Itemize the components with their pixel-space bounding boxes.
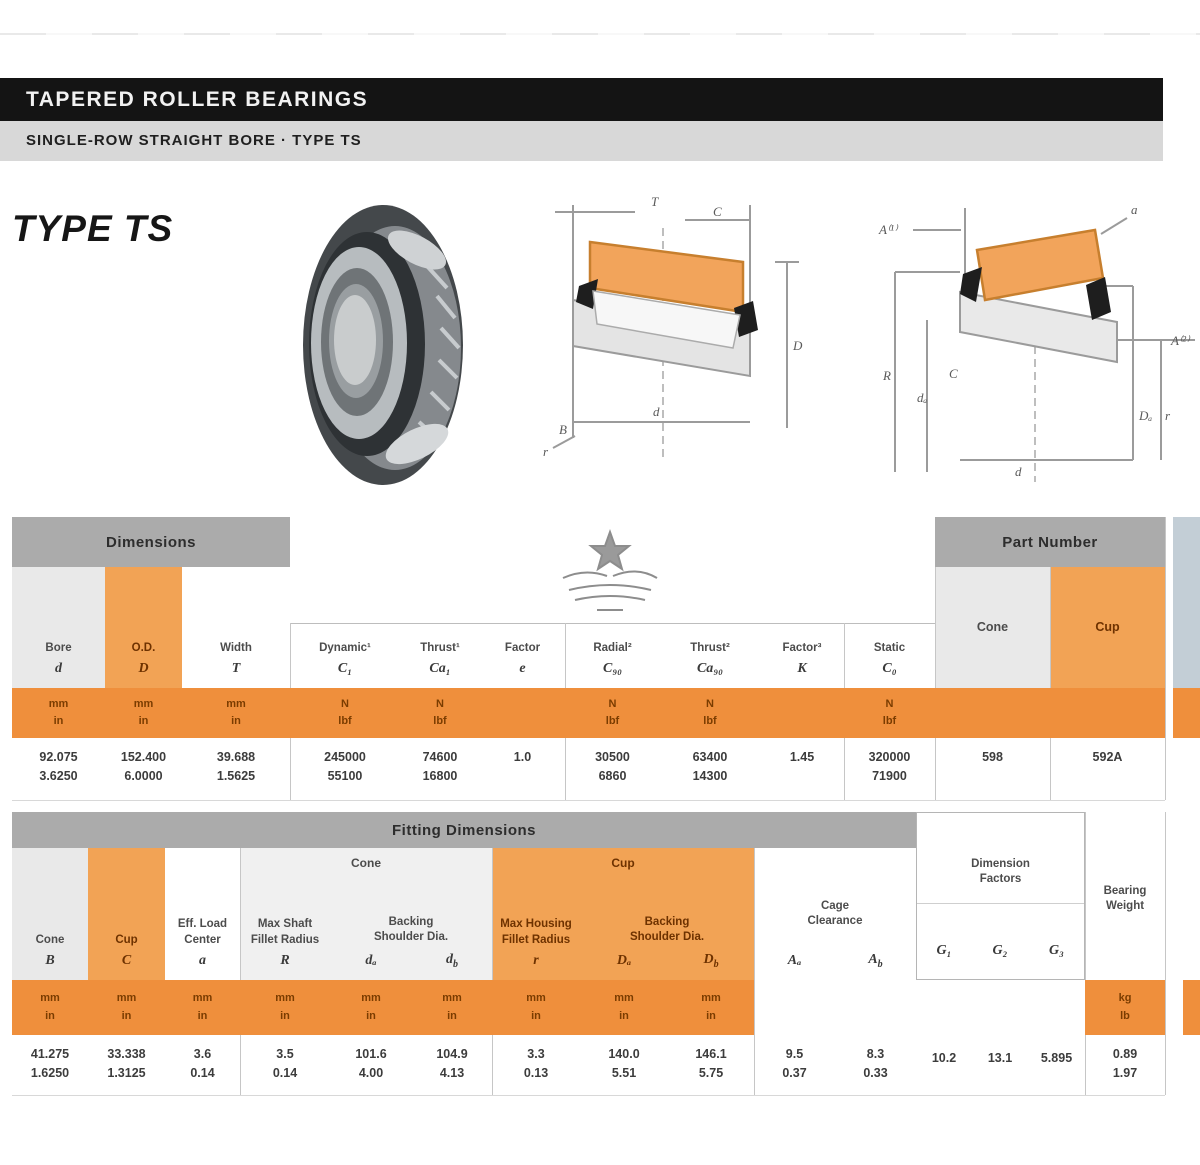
t2-col-header-G3: G₃ [1049, 943, 1064, 959]
t2-col-header-shaft-radius: Max Shaft Fillet Radius R [250, 918, 320, 969]
bearing-photo [295, 200, 475, 490]
unit-ca1: N lbf [433, 697, 447, 727]
dim-label-T: T [651, 194, 659, 209]
t2-cup-group-label: Cup [611, 856, 635, 870]
value-c0: 320000 71900 [868, 750, 911, 784]
page-subtitle: SINGLE-ROW STRAIGHT BORE · TYPE TS [26, 132, 362, 149]
value-Aa: 9.5 0.37 [782, 1047, 807, 1081]
unit-Da: mm in [614, 992, 634, 1022]
value-weight: 0.89 1.97 [1112, 1047, 1138, 1081]
page-title: TAPERED ROLLER BEARINGS [26, 88, 369, 111]
units-band-cutoff1 [1173, 688, 1200, 738]
col-header-c90: Radial² C₉₀ [593, 641, 632, 677]
unit-R: mm in [275, 992, 295, 1022]
t2-col-header-a: Eff. Load Center a [177, 918, 228, 969]
t2-weight-label: Bearing Weight [1103, 884, 1147, 913]
col-header-ca1: Thrust¹ Ca₁ [420, 641, 460, 677]
col-header-width: Width T [220, 641, 252, 677]
dim-label-B: B [559, 422, 567, 437]
value-G2: 13.1 [987, 1051, 1013, 1065]
t2-backing-label-cup: Backing Shoulder Dia. [629, 915, 705, 944]
value-B: 41.275 1.6250 [30, 1047, 70, 1081]
value-G3: 5.895 [1040, 1051, 1073, 1065]
value-Ab: 8.3 0.33 [863, 1047, 888, 1081]
dim-label-r2: r [1165, 408, 1171, 423]
value-od: 152.400 6.0000 [120, 750, 167, 784]
page-title-bar [0, 78, 1163, 121]
section-drawing-right [865, 190, 1200, 490]
unit-width: mm in [226, 697, 246, 727]
unit-c1: N lbf [338, 697, 352, 727]
value-db: 104.9 4.13 [436, 1047, 468, 1081]
value-bore: 92.075 3.6250 [39, 750, 78, 784]
value-R: 3.5 0.14 [272, 1047, 298, 1081]
unit-c0: N lbf [882, 697, 897, 727]
col-header-od: O.D. D [131, 641, 156, 677]
certification-crest-icon [545, 520, 675, 620]
dim-label-D: D [793, 338, 803, 353]
dimensions-section-header: Dimensions [12, 517, 290, 567]
unit-r: mm in [526, 992, 546, 1022]
value-cone-part: 598 [982, 750, 1003, 764]
t2-cone-group-label: Cone [351, 856, 381, 870]
page-subtitle-bar [0, 121, 1163, 161]
value-Da: 140.0 5.51 [608, 1047, 640, 1081]
value-c90: 30500 6860 [595, 750, 630, 784]
value-e: 1.0 [513, 750, 532, 764]
units-band-cutoff2 [1183, 980, 1200, 1035]
t2-col-header-Db: $D_b$ [703, 951, 719, 970]
dim-label-d: d [653, 404, 660, 419]
value-a: 3.6 0.14 [190, 1047, 215, 1081]
dim-label-d2: d [1015, 464, 1022, 479]
fitting-dimensions-header: Fitting Dimensions [12, 812, 916, 848]
unit-B: mm in [40, 992, 60, 1022]
col-header-cup: Cup [1095, 620, 1120, 635]
dim-label-C: C [713, 204, 722, 219]
col-header-k: Factor³ K [782, 641, 822, 677]
value-da: 101.6 4.00 [355, 1047, 387, 1081]
dim-label-r: r [543, 444, 549, 459]
unit-c90: N lbf [605, 697, 620, 727]
t2-col-header-Ab: $A_b$ [868, 951, 883, 970]
dim-label-R: R [883, 368, 891, 383]
dim-label-da: dₐ [917, 390, 928, 405]
col-header-cone: Cone [976, 620, 1009, 635]
dim-label-A1: A⁽¹⁾ [879, 222, 898, 237]
t2-col-header-B: Cone B [35, 933, 65, 969]
t2-factors-label: Dimension Factors [971, 857, 1030, 886]
section-drawing-left [535, 190, 805, 490]
t2-col-header-db: $d_b$ [446, 951, 458, 970]
value-ca1: 74600 16800 [422, 750, 458, 784]
value-Db: 146.1 5.75 [695, 1047, 727, 1081]
value-C: 33.338 1.3125 [107, 1047, 146, 1081]
value-ca90: 63400 14300 [692, 750, 728, 784]
dim-label-C2: C [949, 366, 958, 381]
unit-a: mm in [192, 992, 213, 1022]
t2-col-header-Da: Dₐ [616, 953, 632, 969]
col-header-ca90: Thrust² Ca₉₀ [690, 641, 730, 677]
t2-col-header-G2: G₂ [992, 943, 1008, 959]
part-number-section-header: Part Number [935, 517, 1165, 567]
unit-db: mm in [442, 992, 462, 1022]
value-c1: 245000 55100 [324, 750, 366, 784]
value-r: 3.3 0.13 [523, 1047, 549, 1081]
col-header-bore: Bore d [45, 641, 72, 677]
cutoff-column-top [1173, 517, 1200, 688]
dim-label-Da: Dₐ [1139, 408, 1153, 423]
t2-col-header-C: Cup C [115, 933, 138, 969]
t2-backing-label-cone: Backing Shoulder Dia. [373, 915, 449, 944]
unit-bore: mm in [48, 697, 69, 727]
value-k: 1.45 [789, 750, 815, 764]
col-header-e: Factor e [504, 641, 541, 677]
unit-C: mm in [116, 992, 137, 1022]
col-header-c1: Dynamic¹ C₁ [319, 641, 371, 677]
type-ts-label: TYPE TS [12, 208, 174, 249]
t2-col-header-housing-radius: Max Housing Fillet Radius r [500, 918, 572, 969]
t2-col-header-Aa: Aₐ [787, 953, 802, 969]
dim-label-A2: A⁽²⁾ [1171, 333, 1190, 348]
top-divider [0, 33, 1200, 35]
value-cup-part: 592A [1092, 750, 1123, 764]
t2-col-header-da: dₐ [365, 953, 377, 969]
unit-Db: mm in [701, 992, 721, 1022]
unit-weight: kg lb [1118, 992, 1132, 1022]
unit-ca90: N lbf [703, 697, 717, 727]
unit-od: mm in [133, 697, 154, 727]
dim-label-a: a [1131, 202, 1138, 217]
t2-col-header-G1: G₁ [936, 943, 952, 959]
value-width: 39.688 1.5625 [216, 750, 256, 784]
unit-da: mm in [361, 992, 381, 1022]
t2-cage-group-label: Cage Clearance [807, 899, 863, 928]
value-G1: 10.2 [931, 1051, 957, 1065]
col-header-c0: Static C₀ [873, 641, 906, 677]
